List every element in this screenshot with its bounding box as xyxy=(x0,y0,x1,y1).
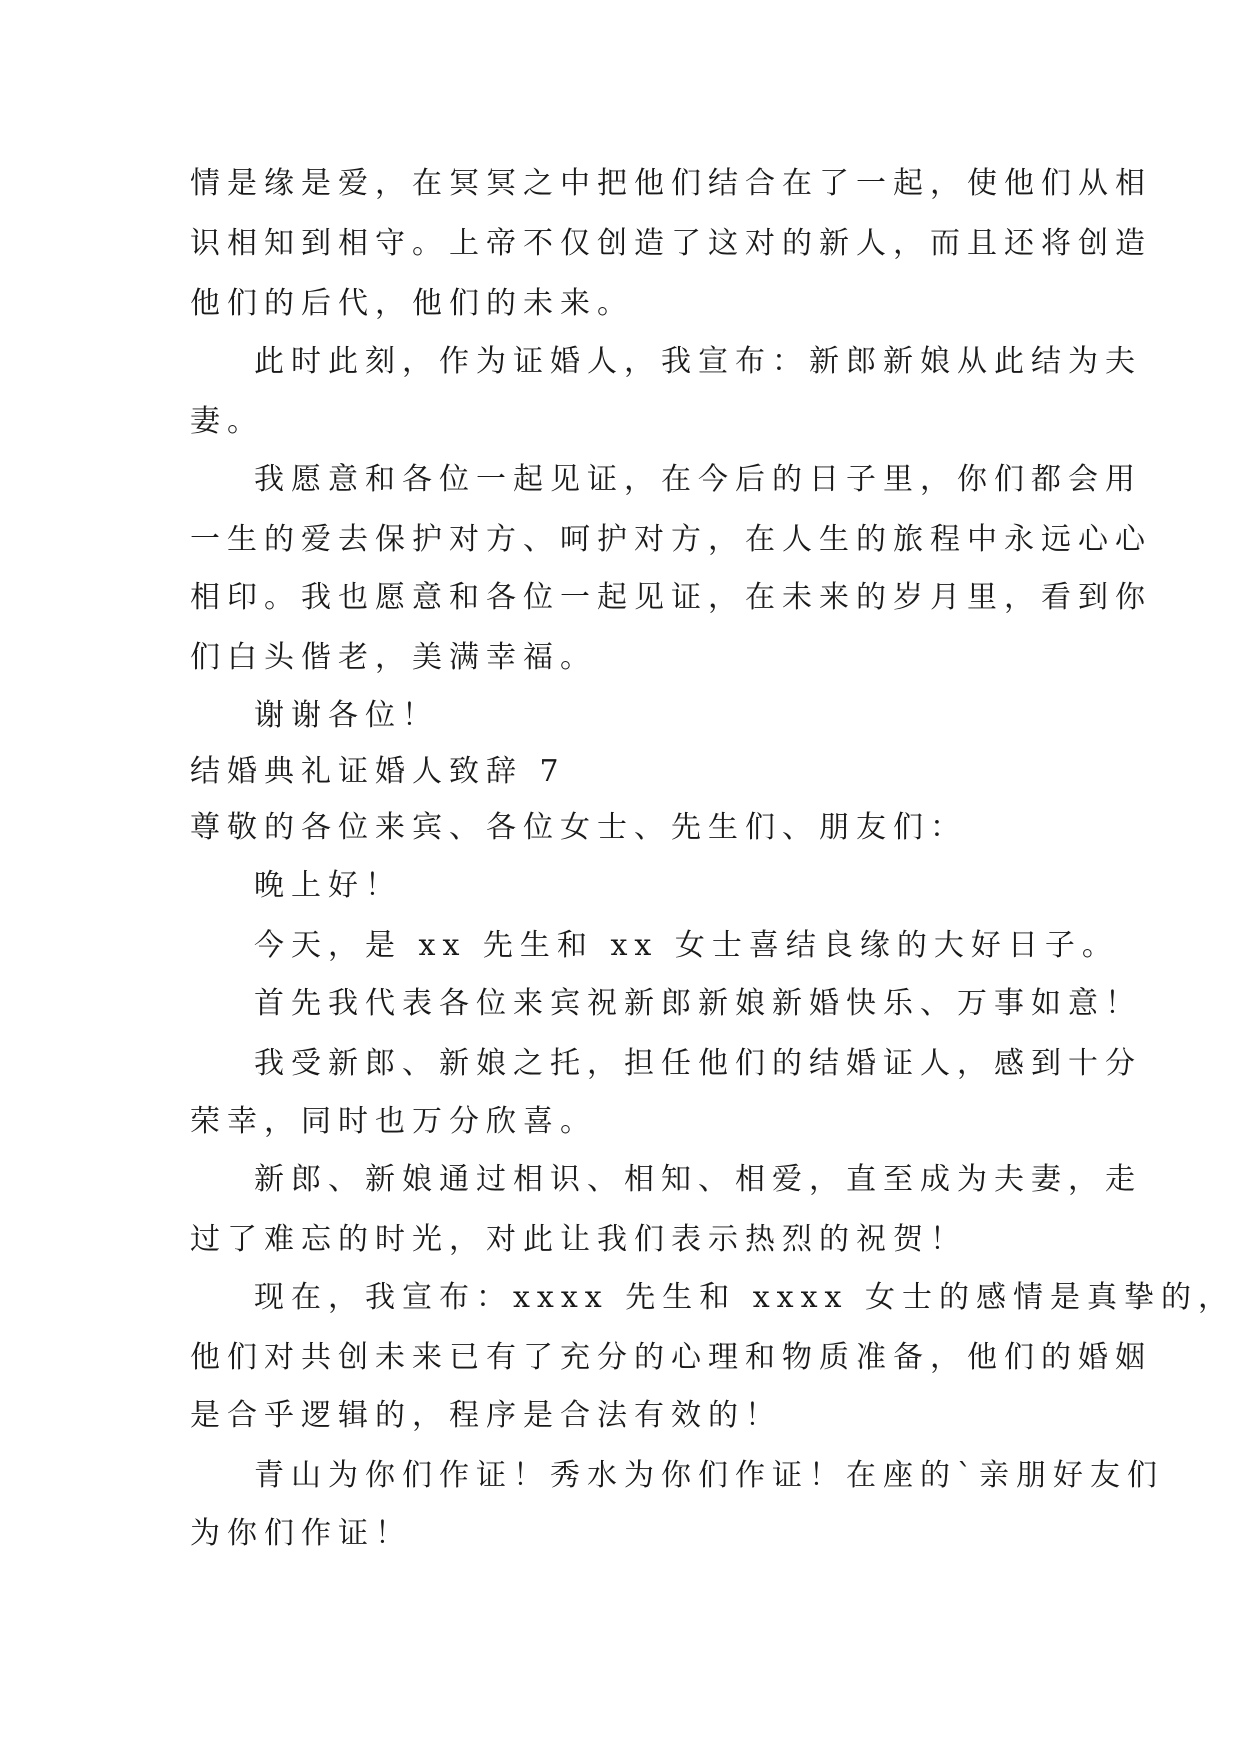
text-line: 一生的爱去保护对方、呵护对方，在人生的旅程中永远心心 xyxy=(190,522,1152,557)
text-line: 他们对共创未来已有了充分的心理和物质准备，他们的婚姻 xyxy=(190,1340,1152,1375)
text-line: 过了难忘的时光，对此让我们表示热烈的祝贺！ xyxy=(190,1222,967,1257)
salutation: 尊敬的各位来宾、各位女士、先生们、朋友们： xyxy=(190,810,967,845)
section-heading: 结婚典礼证婚人致辞 7 xyxy=(190,754,566,789)
text-line: 他们的后代，他们的未来。 xyxy=(190,286,634,321)
text-line: 我愿意和各位一起见证，在今后的日子里，你们都会用 xyxy=(254,462,1142,497)
text-line: 谢谢各位！ xyxy=(254,698,439,733)
text-line: 情是缘是爱，在冥冥之中把他们结合在了一起，使他们从相 xyxy=(190,166,1152,201)
text-line: 新郎、新娘通过相识、相知、相爱，直至成为夫妻，走 xyxy=(254,1162,1142,1197)
text-line: 是合乎逻辑的，程序是合法有效的！ xyxy=(190,1398,782,1433)
text-line: 我受新郎、新娘之托，担任他们的结婚证人，感到十分 xyxy=(254,1046,1142,1081)
text-line: 今天，是 xx 先生和 xx 女士喜结良缘的大好日子。 xyxy=(254,928,1119,963)
text-line: 为你们作证！ xyxy=(190,1516,412,1551)
text-line: 青山为你们作证！秀水为你们作证！在座的`亲朋好友们 xyxy=(254,1458,1164,1493)
text-line: 识相知到相守。上帝不仅创造了这对的新人，而且还将创造 xyxy=(190,226,1152,261)
text-line: 们白头偕老，美满幸福。 xyxy=(190,640,597,675)
text-line: 相印。我也愿意和各位一起见证，在未来的岁月里，看到你 xyxy=(190,580,1152,615)
text-line: 荣幸，同时也万分欣喜。 xyxy=(190,1104,597,1139)
text-line: 现在，我宣布：xxxx 先生和 xxxx 女士的感情是真挚的， xyxy=(254,1280,1235,1315)
text-line: 首先我代表各位来宾祝新郎新娘新婚快乐、万事如意！ xyxy=(254,986,1142,1021)
text-line: 此时此刻，作为证婚人，我宣布：新郎新娘从此结为夫 xyxy=(254,344,1142,379)
text-line: 妻。 xyxy=(190,404,264,439)
text-line: 晚上好！ xyxy=(254,868,402,903)
